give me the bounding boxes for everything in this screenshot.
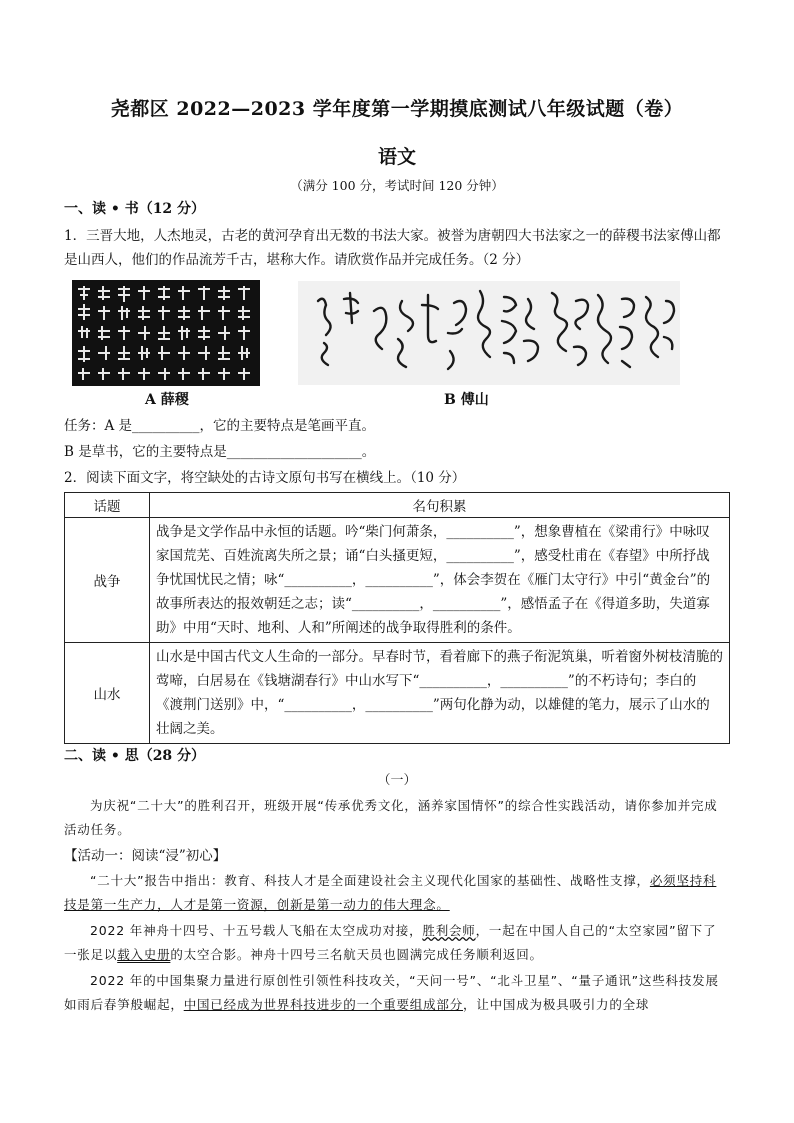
exam-title: 尧都区 2022—2023 学年度第一学期摸底测试八年级试题（卷） [110,98,684,120]
calligraphy-image-xueji [72,280,260,386]
table-header-topic: 话题 [65,493,150,518]
table-row [65,643,730,744]
underlined-phrase-innovation: 必须坚持科技是第一生产力，人才是第一资源，创新是第一动力的伟大理念。 [64,873,717,912]
activity-one-heading: 【活动一：阅读“浸”初心】 [64,848,227,864]
paragraph-science-text-2: ，让中国成为极具吸引力的全球 [463,997,650,1012]
quotes-table [64,492,730,744]
paragraph-shenzhou-text-1: 2022 年神舟十四号、十五号载人飞船在太空成功对接， [90,923,423,938]
regular-script-rubbing-icon [72,280,260,386]
table-header-row [65,493,730,518]
score-time-note: （满分 100 分，考试时间 120 分钟） [290,178,504,193]
paragraph-report [64,869,726,917]
image-b-caption: B 傅山 [444,392,489,408]
table-row [65,518,730,643]
image-a-caption: A 薛稷 [145,392,189,408]
task-line-b: B 是草书，它的主要特点是____________________。 [64,444,376,460]
paragraph-science-text-1: 2022 年的中国集聚力量进行原创性引领性科技攻关，“天问一号”、“北斗卫星”、“量子通讯”这些科技发展如雨后春笋般崛起， [64,973,719,1012]
double-underlined-phrase-history: 载入史册 [117,947,171,962]
task-line-a: 任务：A 是__________，它的主要特点是笔画平直。 [64,418,376,434]
underlined-phrase-world-science: 中国已经成为世界科技进步的一个重要组成部分 [183,997,464,1012]
subject-title: 语文 [377,146,416,168]
paragraph-report-text: “二十大”报告中指出：教育、科技人才是全面建设社会主义现代化国家的基础性、战略性支撑， [90,873,650,888]
part-one-mark: （一） [377,773,417,788]
paragraph-shenzhou-text-2: ，一起在中国人自己的“太空家园”留下了一张足以 [64,923,717,962]
activity-intro: 为庆祝“二十大”的胜利召开，班级开展“传承优秀文化，涵养家国情怀”的综合性实践活动，请你参加并完成活动任务。 [64,798,718,837]
section2-heading: 二、读 • 思（28 分） [64,748,206,764]
row-content-landscape: 山水是中国古代文人生命的一部分。早春时节，看着廊下的燕子衔泥筑巢，听着窗外树枝清脆的莺啼，白居易在《钱塘湖春行》中山水写下“__________，__________”的不朽诗句；李白的《渡荆门送别》中，“__________，__________”两句化静为动，以雄健的笔力，展示了山水的壮阔之美。 [150,643,730,744]
question1-text: 1．三晋大地，人杰地灵，古老的黄河孕育出无数的书法大家。被誉为唐朝四大书法家之一的薛稷书法家傅山都是山西人，他们的作品流芳千古，堪称大作。请欣赏作品并完成任务。（2 分） [64,228,721,268]
table-header-quotes: 名句积累 [150,493,730,518]
question2-text: 2．阅读下面文字，将空缺处的古诗文原句书写在横线上。（10 分） [64,470,466,486]
paragraph-shenzhou-text-3: 的太空合影。神舟十四号三名航天员也圆满完成任务顺利返回。 [170,947,543,962]
row-content-war: 战争是文学作品中永恒的话题。吟“柴门何萧条，__________”，想象曹植在《梁甫行》中咏叹家国荒芜、百姓流离失所之景；诵“白头搔更短，__________”，感受杜甫在《春望》中所抒战争忧国忧民之情；咏“__________，__________”，体会李贺在《雁门太守行》中引“黄金台”的故事所表达的报效朝廷之志；读“__________，__________”，感悟孟子在《得道多助，失道寡助》中用“天时、地利、人和”所阐述的战争取得胜利的条件。 [150,518,730,643]
row-topic-war: 战争 [65,518,150,643]
section1-heading: 一、读 • 书（12 分） [64,201,206,217]
row-topic-landscape: 山水 [65,643,150,744]
paragraph-shenzhou [64,919,726,967]
calligraphy-image-fushan [298,281,680,385]
wavy-phrase-victory: 胜利会师 [422,923,476,938]
paragraph-science [64,969,726,1017]
cursive-script-scroll-icon [298,281,680,385]
